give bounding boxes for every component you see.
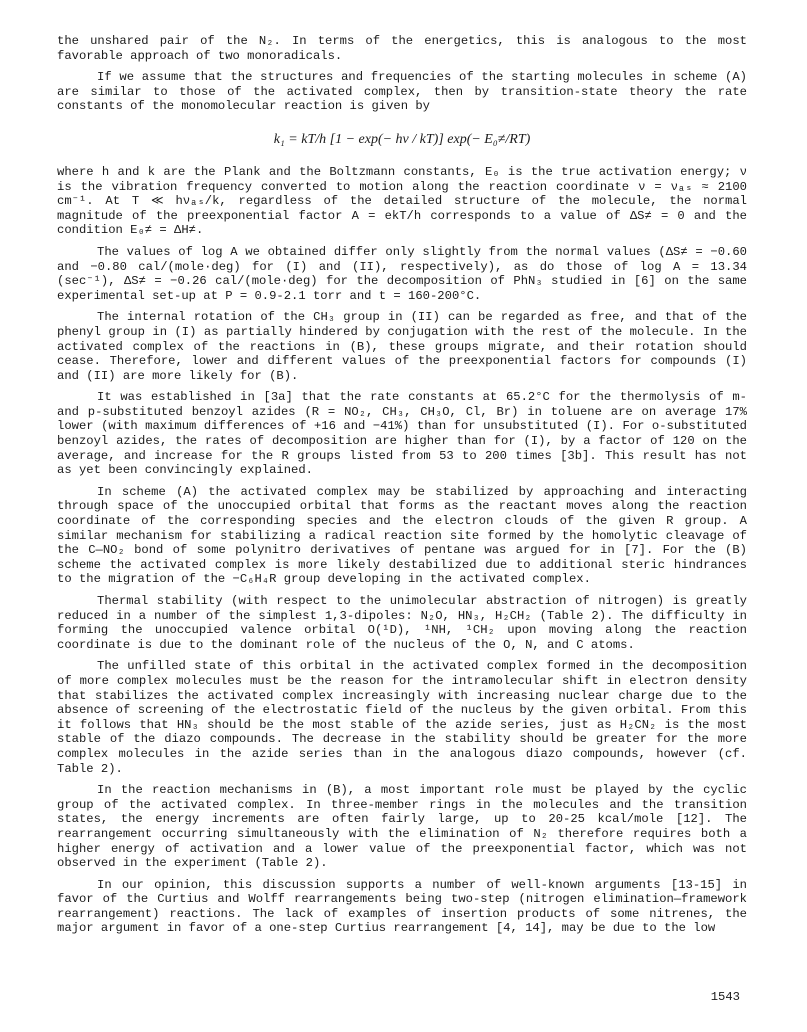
paragraph-1: the unshared pair of the N₂. In terms of the energetics, this is analogous to the most favorable approach of two monoradicals. xyxy=(57,34,747,63)
paragraph-5: The internal rotation of the CH₃ group in (II) can be regarded as free, and that of the phenyl group in (I) as partially hindered by conjugation with the rest of the molecule. In the activated complex of the reactions in (B), these groups migrate, and their rotation should cease. Therefore, lower and different values of the preexponential factors for compounds (I) and (II) are more likely for (B). xyxy=(57,310,747,383)
paragraph-6: It was established in [3a] that the rate constants at 65.2°C for the thermolysis of m- and p-substituted benzoyl azides (R = NO₂, CH₃, CH₃O, Cl, Br) in toluene are on average 17% lower (with maximum differences of +16 and −41%) than for unsubstituted (I). For o-substituted benzoyl azides, the rates of decomposition are higher than for (I), by a factor of 120 on the average, and increase for the R groups listed from 53 to 200 times [3b]. This result has not as yet been convincingly explained. xyxy=(57,390,747,478)
paragraph-4: The values of log A we obtained differ only slightly from the normal values (ΔS≠ = −0.60 and −0.80 cal/(mole·deg) for (I) and (II), respectively), as do those of log A = 13.34 (sec⁻¹), ΔS≠ = −0.26 cal/(mole·deg) for the decomposition of PhN₃ studied in [6] on the same experimental set-up at P = 0.9-2.1 torr and t = 160-200°C. xyxy=(57,244,747,303)
paragraph-7: In scheme (A) the activated complex may be stabilized by approaching and interacting through space of the unoccupied orbital that forms as the reactant moves along the reaction coordinate of the corresponding species and the electron clouds of the given R group. A similar mechanism for stabilizing a radical reaction site formed by the homolytic cleavage of the C—NO₂ bond of some polynitro derivatives of pentane was argued for in [7]. For the (B) scheme the activated complex is more likely destabilized due to additional steric hindrances to the migration of the −C₆H₄R group developing in the activated complex. xyxy=(57,484,747,587)
paragraph-10: In the reaction mechanisms in (B), a most important role must be played by the cyclic group of the activated complex. In three-member rings in the molecules and the transition states, the energy increments are often fairly large, up to 20-25 kcal/mole [12]. The rearrangement occurring simultaneously with the elimination of N₂ therefore requires both a higher energy of activation and a lower value of the preexponential factor, which was not observed in the experiment (Table 2). xyxy=(57,783,747,871)
paragraph-2: If we assume that the structures and frequencies of the starting molecules in scheme (A) are similar to those of the activated complex, then by transition-state theory the rate constants of the monomolecular reaction is given by xyxy=(57,70,747,114)
page-number: 1543 xyxy=(710,990,740,1004)
paragraph-9: The unfilled state of this orbital in the activated complex formed in the decomposition of more complex molecules must be the reason for the intramolecular shift in electron density that stabilizes the activated complex increasingly with increasing nuclear charge due to the absence of screening of the electrostatic field of the nucleus by the given orbital. From this it follows that HN₃ should be the most stable of the azide series, just as H₂CN₂ is the most stable of the diazo compounds. The decrease in the stability should be greater for the more complex molecules in the azide series than in the analogous diazo compounds, however (cf. Table 2). xyxy=(57,659,747,776)
paragraph-11: In our opinion, this discussion supports a number of well-known arguments [13-15] in favor of the Curtius and Wolff rearrangements being two-step (nitrogen elimination—framework rearrangement) reactions. The lack of examples of insertion products of some nitrenes, the major argument in favor of a one-step Curtius rearrangement [4, 14], may be due to the low xyxy=(57,877,747,936)
rate-constant-equation: k₁ = kT/h [1 − exp(− hν / kT)] exp(− E₀≠/RT) xyxy=(273,131,531,147)
paragraph-3: where h and k are the Plank and the Boltzmann constants, E₀ is the true activation energy; ν is the vibration frequency converted to motion along the reaction coordinate ν = νₐₛ ≈ 2100 cm⁻¹. At T ≪ hνₐₛ/k, regardless of the detailed structure of the molecule, the normal magnitude of the preexponential factor A = ekT/h corresponds to a value of ΔS≠ = 0 and the condition E₀≠ = ΔH≠. xyxy=(57,164,747,238)
article-body xyxy=(57,34,747,936)
paragraph-8: Thermal stability (with respect to the unimolecular abstraction of nitrogen) is greatly reduced in a number of the simplest 1,3-dipoles: N₂O, HN₃, H₂CH₂ (Table 2). The difficulty in forming the unoccupied valence orbital O(¹D), ¹NH, ¹CH₂ upon moving along the reaction coordinate is due to the dominant role of the nucleus of the O, N, and C atoms. xyxy=(57,594,747,652)
